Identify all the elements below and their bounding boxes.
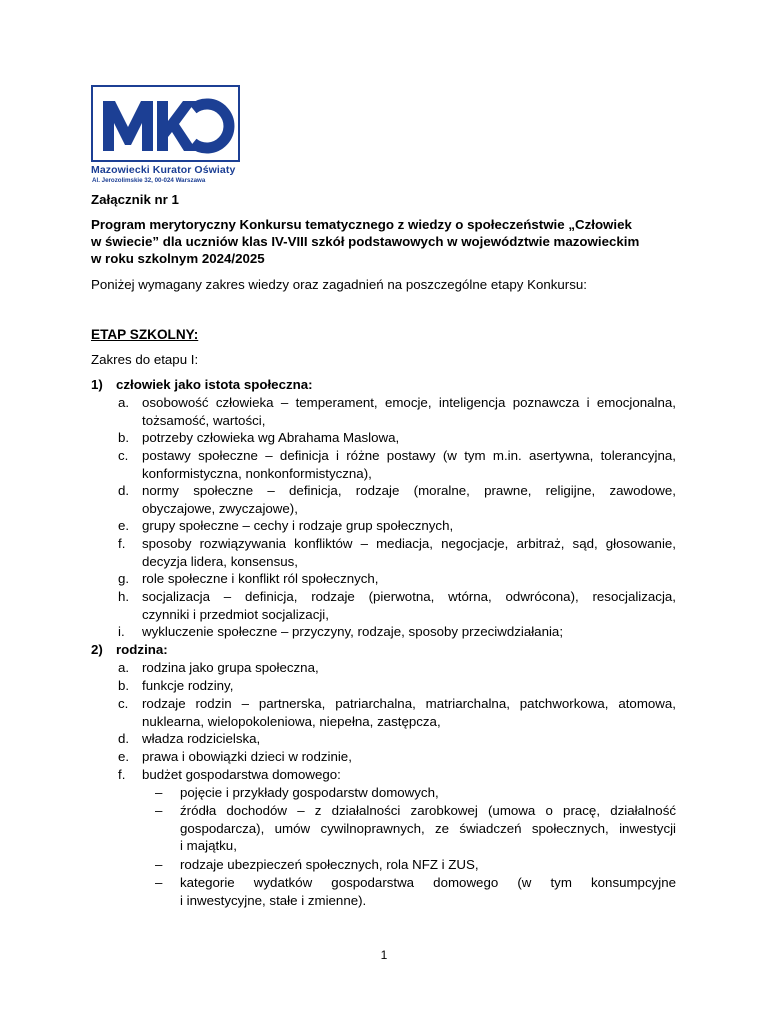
kuratorium-logo xyxy=(91,85,241,185)
logo-institution-name: Mazowiecki Kurator Oświaty xyxy=(91,164,236,176)
dash-bullet: – xyxy=(155,857,163,872)
list-item xyxy=(118,394,676,429)
item-letter: c. xyxy=(118,696,129,711)
list-item xyxy=(118,730,676,748)
item-text-line: kategorie wydatków gospodarstwa domowego (w tym konsumpcyjne xyxy=(180,875,676,890)
item-letter: d. xyxy=(118,731,130,746)
mko-logo-graphic xyxy=(93,87,242,164)
item-text-line: obyczajowe, zwyczajowe), xyxy=(142,500,298,516)
item-letter: e. xyxy=(118,518,130,533)
item-letter: b. xyxy=(118,678,130,693)
item-letter: b. xyxy=(118,430,130,445)
list-item xyxy=(118,623,676,641)
section-title: człowiek jako istota społeczna: xyxy=(116,377,313,392)
section-title: rodzina: xyxy=(116,642,168,657)
item-text-line: i majątku, xyxy=(180,838,237,853)
dash-bullet: – xyxy=(155,803,163,818)
item-text-line: sposoby rozwiązywania konfliktów – mediacja, negocjacje, arbitraż, sąd, głosowanie, xyxy=(142,536,676,551)
item-text-line: konformistyczna, nonkonformistyczna), xyxy=(142,465,372,481)
section-heading xyxy=(91,376,313,393)
item-text-line: postawy społeczne – definicja i różne postawy (w tym m.in. asertywna, tolerancyjna, xyxy=(142,448,676,463)
list-item xyxy=(118,695,676,730)
annex-label: Załącznik nr 1 xyxy=(91,192,179,207)
item-text-line: źródła dochodów – z działalności zarobkowej (umowa o pracę, działalność xyxy=(180,803,676,818)
item-text-line: rodzaje rodzin – partnerska, patriarchalna, matriarchalna, patchworkowa, atomowa, xyxy=(142,696,676,711)
title-line: w roku szkolnym 2024/2025 xyxy=(91,251,265,266)
scope-label: Zakres do etapu I: xyxy=(91,352,199,367)
list-item xyxy=(118,570,676,588)
item-letter: e. xyxy=(118,749,130,764)
list-item xyxy=(118,535,676,570)
item-letter: i. xyxy=(118,624,125,639)
item-text-line: funkcje rodziny, xyxy=(142,678,234,693)
item-letter: c. xyxy=(118,448,129,463)
item-text-line: wykluczenie społeczne – przyczyny, rodzaje, sposoby przeciwdziałania; xyxy=(142,624,564,639)
section-number: 2) xyxy=(91,642,103,657)
item-text-line: i inwestycyjne, stałe i zmienne). xyxy=(180,892,367,908)
logo-address: Al. Jerozolimskie 32, 00-024 Warszawa xyxy=(92,177,206,184)
item-letter: g. xyxy=(118,571,130,586)
document-title xyxy=(91,216,677,267)
item-text-line: potrzeby człowieka wg Abrahama Maslowa, xyxy=(142,430,400,445)
list-item xyxy=(118,447,676,482)
item-text-line: osobowość człowieka – temperament, emocje, inteligencja poznawcza i emocjonalna, xyxy=(142,395,676,410)
list-item xyxy=(118,748,676,766)
list-item xyxy=(118,677,676,695)
stage-heading: ETAP SZKOLNY: xyxy=(91,327,199,342)
section-heading xyxy=(91,641,168,658)
dash-bullet: – xyxy=(155,785,163,800)
title-line: w świecie” dla uczniów klas IV-VIII szkół podstawowych w województwie mazowieckim xyxy=(91,234,640,249)
dash-bullet: – xyxy=(155,875,163,890)
item-text-line: tożsamość, wartości, xyxy=(142,412,266,428)
item-letter: f. xyxy=(118,536,126,551)
item-text-line: normy społeczne – definicja, rodzaje (moralne, prawne, religijne, zawodowe, xyxy=(142,483,676,498)
list-item xyxy=(118,482,676,517)
item-text-line: prawa i obowiązki dzieci w rodzinie, xyxy=(142,749,352,764)
item-text-line: role społeczne i konflikt ról społecznych, xyxy=(142,571,379,586)
list-item xyxy=(118,429,676,447)
item-text-line: grupy społeczne – cechy i rodzaje grup społecznych, xyxy=(142,518,454,533)
item-text-line: rodzaje ubezpieczeń społecznych, rola NFZ i ZUS, xyxy=(180,857,479,872)
item-text-line: pojęcie i przykłady gospodarstw domowych, xyxy=(180,785,439,800)
list-item xyxy=(118,659,676,677)
item-letter: h. xyxy=(118,589,130,604)
item-text-line: władza rodzicielska, xyxy=(142,731,261,746)
item-letter: d. xyxy=(118,483,130,498)
list-item xyxy=(118,517,676,535)
dash-list-item xyxy=(155,784,676,802)
item-text-line: budżet gospodarstwa domowego: xyxy=(142,767,341,782)
section-number: 1) xyxy=(91,377,103,392)
dash-list-item xyxy=(155,856,676,874)
item-text-line: nuklearna, wielopokoleniowa, niepełna, zastępcza, xyxy=(142,713,441,729)
item-text-line: decyzja lidera, konsensus, xyxy=(142,553,298,569)
page-number: 1 xyxy=(380,948,388,962)
item-text-line: czynniki i przedmiot socjalizacji, xyxy=(142,606,329,622)
list-item xyxy=(118,588,676,623)
logo-mark xyxy=(91,85,240,162)
intro-paragraph: Poniżej wymagany zakres wiedzy oraz zagadnień na poszczególne etapy Konkursu: xyxy=(91,277,587,292)
item-letter: a. xyxy=(118,660,130,675)
item-text-line: socjalizacja – definicja, rodzaje (pierwotna, wtórna, odwrócona), resocjalizacja, xyxy=(142,589,676,604)
title-line: Program merytoryczny Konkursu tematycznego z wiedzy o społeczeństwie „Człowiek xyxy=(91,217,632,232)
item-letter: a. xyxy=(118,395,130,410)
item-text-line: rodzina jako grupa społeczna, xyxy=(142,660,319,675)
dash-list-item xyxy=(155,802,676,855)
dash-list-item xyxy=(155,874,676,909)
item-text-line: gospodarcza), umów cywilnoprawnych, ze świadczeń społecznych, inwestycji xyxy=(180,820,676,836)
item-letter: f. xyxy=(118,767,126,782)
list-item xyxy=(118,766,676,784)
